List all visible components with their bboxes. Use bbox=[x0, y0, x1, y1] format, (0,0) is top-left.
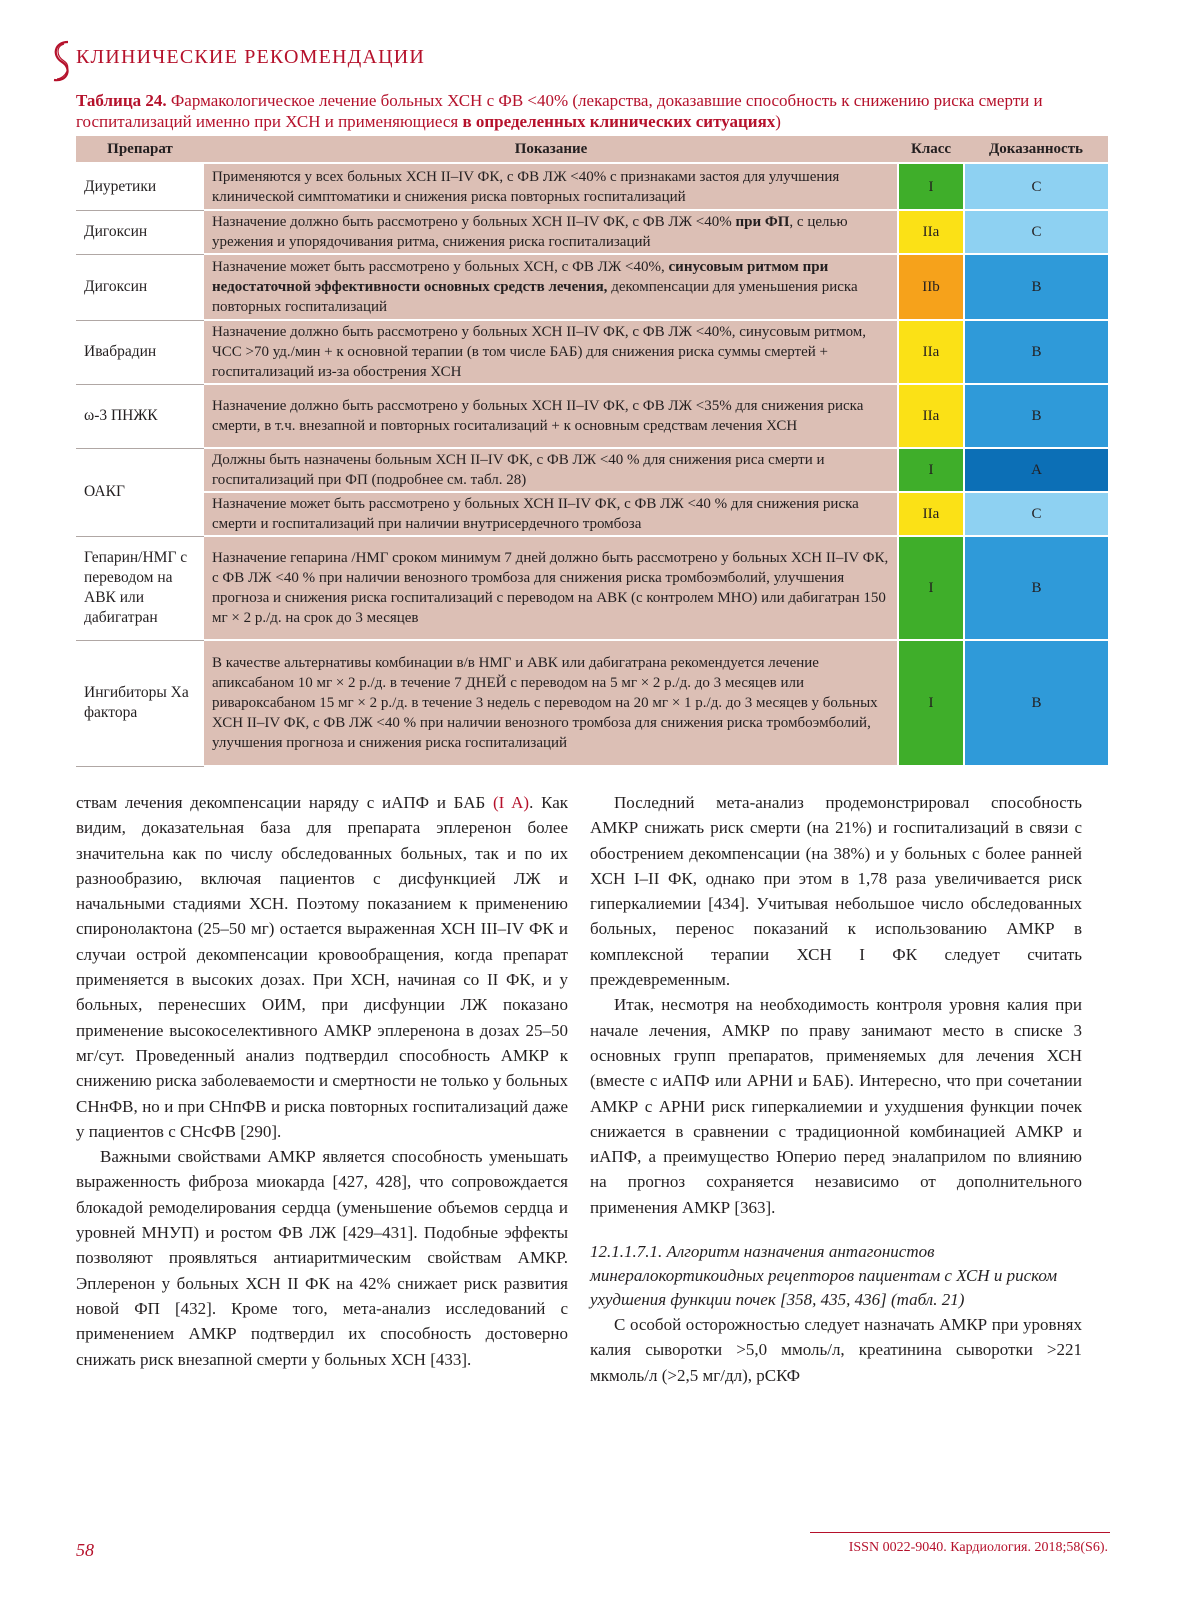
indication-cell: Должны быть назначены больным ХСН II–IV ФК, с ФВ ЛЖ <40 % для снижения риса смерти и госпитализаций при ФП (подробнее см. табл. 28) bbox=[204, 448, 898, 492]
drug-cell: ω-3 ПНЖК bbox=[76, 384, 204, 448]
right-text-column bbox=[590, 790, 1082, 1388]
table-caption-label: Таблица 24. bbox=[76, 91, 167, 110]
drug-cell: Дигоксин bbox=[76, 210, 204, 254]
table-row bbox=[76, 640, 1108, 766]
indication-cell bbox=[204, 254, 898, 320]
table-row bbox=[76, 448, 1108, 492]
indication-cell: Назначение должно быть рассмотрено у больных ХСН II–IV ФК, с ФВ ЛЖ <40%, синусовым ритмом, ЧСС >70 уд./мин + к основной терапии (в том числе БАБ) для снижения риска суммы смертей + госпитализаций из-за обострения ХСН bbox=[204, 320, 898, 384]
journal-citation: ISSN 0022-9040. Кардиология. 2018;58(S6). bbox=[848, 1540, 1108, 1555]
indication-text: Назначение может быть рассмотрено у больных ХСН, с ФВ ЛЖ <40%, bbox=[212, 259, 669, 275]
table-caption bbox=[76, 90, 1106, 132]
class-cell: I bbox=[898, 448, 964, 492]
table-row bbox=[76, 254, 1108, 320]
class-cell: IIa bbox=[898, 320, 964, 384]
col-header-evidence: Доказанность bbox=[964, 136, 1108, 163]
recommendations-table bbox=[76, 136, 1108, 767]
body-paragraph: С особой осторожностью следует назначать АМКР при уровнях калия сыворотки >5,0 ммоль/л, креатинина сыворотки >221 мкмоль/л (>2,5 мг/дл), рСКФ bbox=[590, 1315, 1082, 1385]
indication-cell: Назначение гепарина /НМГ сроком минимум 7 дней должно быть рассмотрено у больных ХСН II–IV ФК, с ФВ ЛЖ <40 % при наличии венозного тромбоза для снижения риска тромбоэмболий, улучшения прогноза и снижения риска госпитализаций с переводом на АВК (с контролем МНО) или дабигатран 150 мг × 2 р./д. на срок до 3 месяцев bbox=[204, 536, 898, 640]
table-row bbox=[76, 163, 1108, 210]
indication-cell: В качестве альтернативы комбинации в/в НМГ и АВК или дабигатрана рекомендуется лечение апиксабаном 10 мг × 2 р./д. в течение 7 ДНЕЙ с переводом на 5 мг × 2 р./д. до 3 месяцев или ривароксабаном 15 мг × 2 р./д. в течение 3 недель с переводом на 20 мг × 1 р./д. до 3 месяцев у больных ХСН II–IV ФК, с ФВ ЛЖ <40 % при наличии венозного тромбоза для снижения риска тромбоэмболий, улучшения прогноза и снижения риска госпитализаций bbox=[204, 640, 898, 766]
table-row bbox=[76, 536, 1108, 640]
journal-logo-icon bbox=[42, 38, 80, 84]
indication-text: , с целью урежения и упорядочивания ритма, снижения риска госпитализаций bbox=[212, 214, 848, 250]
drug-cell: Ингибиторы Ха фактора bbox=[76, 640, 204, 766]
paragraph-text: ствам лечения декомпенсации наряду с иАПФ и БАБ bbox=[76, 793, 494, 812]
section-subheading: 12.1.1.7.1. Алгоритм назначения антагонистов минералокортикоидных рецепторов пациентам с ХСН и риском ухудшения функции почек [358, 435, 436] (табл. 21) bbox=[590, 1242, 1058, 1310]
class-cell: I bbox=[898, 536, 964, 640]
header-title: КЛИНИЧЕСКИЕ РЕКОМЕНДАЦИИ bbox=[76, 46, 426, 68]
col-header-indication: Показание bbox=[204, 136, 898, 163]
evidence-cell: B bbox=[964, 384, 1108, 448]
drug-cell: Ивабрадин bbox=[76, 320, 204, 384]
drug-cell: Диуретики bbox=[76, 163, 204, 210]
class-cell: IIa bbox=[898, 384, 964, 448]
table-caption-end: ) bbox=[775, 112, 781, 131]
indication-cell bbox=[204, 210, 898, 254]
class-cell: I bbox=[898, 640, 964, 766]
table-caption-text: Фармакологическое лечение больных ХСН с ФВ <40% (лекарства, доказавшие способность к снижению риска смерти и госпитализаций именно при ХСН и применяющиеся bbox=[76, 91, 1043, 131]
evidence-cell: B bbox=[964, 536, 1108, 640]
evidence-cell: B bbox=[964, 254, 1108, 320]
indication-bold: синусовым ритмом при недостаточной эффективности основных средств лечения, bbox=[212, 259, 829, 295]
evidence-reference: (I A) bbox=[493, 793, 530, 812]
drug-cell: Гепарин/НМГ с переводом на АВК или дабигатран bbox=[76, 536, 204, 640]
class-cell: I bbox=[898, 163, 964, 210]
col-header-drug: Препарат bbox=[76, 136, 204, 163]
body-paragraph: Важными свойствами АМКР является способность уменьшать выраженность фиброза миокарда [427, 428], что сопровождается блокадой ремоделирования сердца (уменьшение объемов сердца и уровней МНУП) и ростом ФВ ЛЖ [429–431]. Подобные эффекты позволяют проявляться антиаритмическим свойствам АМКР. Эплеренон у больных ХСН II ФК на 42% снижает риск развития новой ФП [432]. Кроме того, мета-анализ исследований с применением АМКР подтвердил их способность достоверно снижать риск внезапной смерти у больных ХСН [433]. bbox=[76, 1147, 568, 1369]
evidence-cell: C bbox=[964, 210, 1108, 254]
class-cell: IIa bbox=[898, 210, 964, 254]
indication-cell: Применяются у всех больных ХСН II–IV ФК, с ФВ ЛЖ <40% с признаками застоя для улучшения клинической симптоматики и снижения риска повторных госпитализаций bbox=[204, 163, 898, 210]
evidence-cell: A bbox=[964, 448, 1108, 492]
indication-cell: Назначение может быть рассмотрено у больных ХСН II–IV ФК, с ФВ ЛЖ <40 % для снижения риска смерти и госпитализаций при наличии внутрисердечного тромбоза bbox=[204, 492, 898, 536]
class-cell: IIb bbox=[898, 254, 964, 320]
evidence-cell: C bbox=[964, 492, 1108, 536]
evidence-cell: C bbox=[964, 163, 1108, 210]
body-paragraph: Последний мета-анализ продемонстрировал способность АМКР снижать риск смерти (на 21%) и госпитализаций в связи с обострением декомпенсации (на 38%) и у больных с более ранней ХСН I–II ФК, однако при этом в 1,78 раза увеличивается риск гиперкалиемии [434]. Учитывая небольшое число обследованных больных, перенос показаний к использованию АМКР в комплексной терапии ХСН I ФК следует считать преждевременным. bbox=[590, 793, 1082, 990]
footer-divider bbox=[810, 1532, 1110, 1533]
table-row bbox=[76, 320, 1108, 384]
body-paragraph bbox=[76, 790, 568, 1144]
col-header-class: Класс bbox=[898, 136, 964, 163]
paragraph-text: . Как видим, доказательная база для препарата эплеренон более значительна как по числу обследованных больных, так и по их разнообразию, включая пациентов с дисфункцией ЛЖ и начальными стадиями ХСН. Поэтому показанием к применению спиронолактона (25–50 мг) остается выраженная ХСН III–IV ФК и случаи острой декомпенсации кровообращения, когда препарат применяется в высоких дозах. При ХСН, начиная со II ФК, и у больных, перенесших ОИМ, при дисфунции ЛЖ показано применение высокоселективного АМКР эплеренона в дозах 25–50 мг/сут. Проведенный анализ подтвердил способность АМКР к снижению риска заболеваемости и смертности не только у больных СНнФВ, но и при СНпФВ и риска повторных госпитализаций даже у пациентов с СНсФВ [290]. bbox=[76, 793, 569, 1141]
table-row bbox=[76, 492, 1108, 536]
indication-cell: Назначение должно быть рассмотрено у больных ХСН II–IV ФК, с ФВ ЛЖ <35% для снижения риска смерти, в т.ч. внезапной и повторных госитализаций + к основным средствам лечения ХСН bbox=[204, 384, 898, 448]
indication-text: декомпенсации для уменьшения риска повторных госпитализаций bbox=[212, 279, 858, 315]
drug-cell: ОАКГ bbox=[76, 448, 204, 536]
evidence-cell: B bbox=[964, 640, 1108, 766]
body-paragraph: Итак, несмотря на необходимость контроля уровня калия при начале лечения, АМКР по праву занимают место в списке 3 основных групп препаратов, применяемых для лечения ХСН (вместе с иАПФ или АРНИ и БАБ). Интересно, что при сочетании АМКР с АРНИ риск гиперкалиемии и ухудшения функции почек снижается в сравнении с традиционной комбинацией АМКР и иАПФ, а преимущество Юперио перед эналаприлом по влиянию на прогноз сохраняется независимо от дополнительного применения АМКР [363]. bbox=[590, 995, 1082, 1217]
page-number: 58 bbox=[76, 1540, 94, 1560]
table-caption-bold: в определенных клинических ситуациях bbox=[462, 112, 776, 131]
class-cell: IIa bbox=[898, 492, 964, 536]
table-row bbox=[76, 384, 1108, 448]
left-text-column bbox=[76, 790, 568, 1372]
table-row bbox=[76, 210, 1108, 254]
drug-cell: Дигоксин bbox=[76, 254, 204, 320]
table-header-row bbox=[76, 136, 1108, 163]
indication-text: Назначение должно быть рассмотрено у больных ХСН II–IV ФК, с ФВ ЛЖ <40% bbox=[212, 214, 736, 230]
evidence-cell: B bbox=[964, 320, 1108, 384]
indication-bold: при ФП bbox=[735, 214, 790, 230]
